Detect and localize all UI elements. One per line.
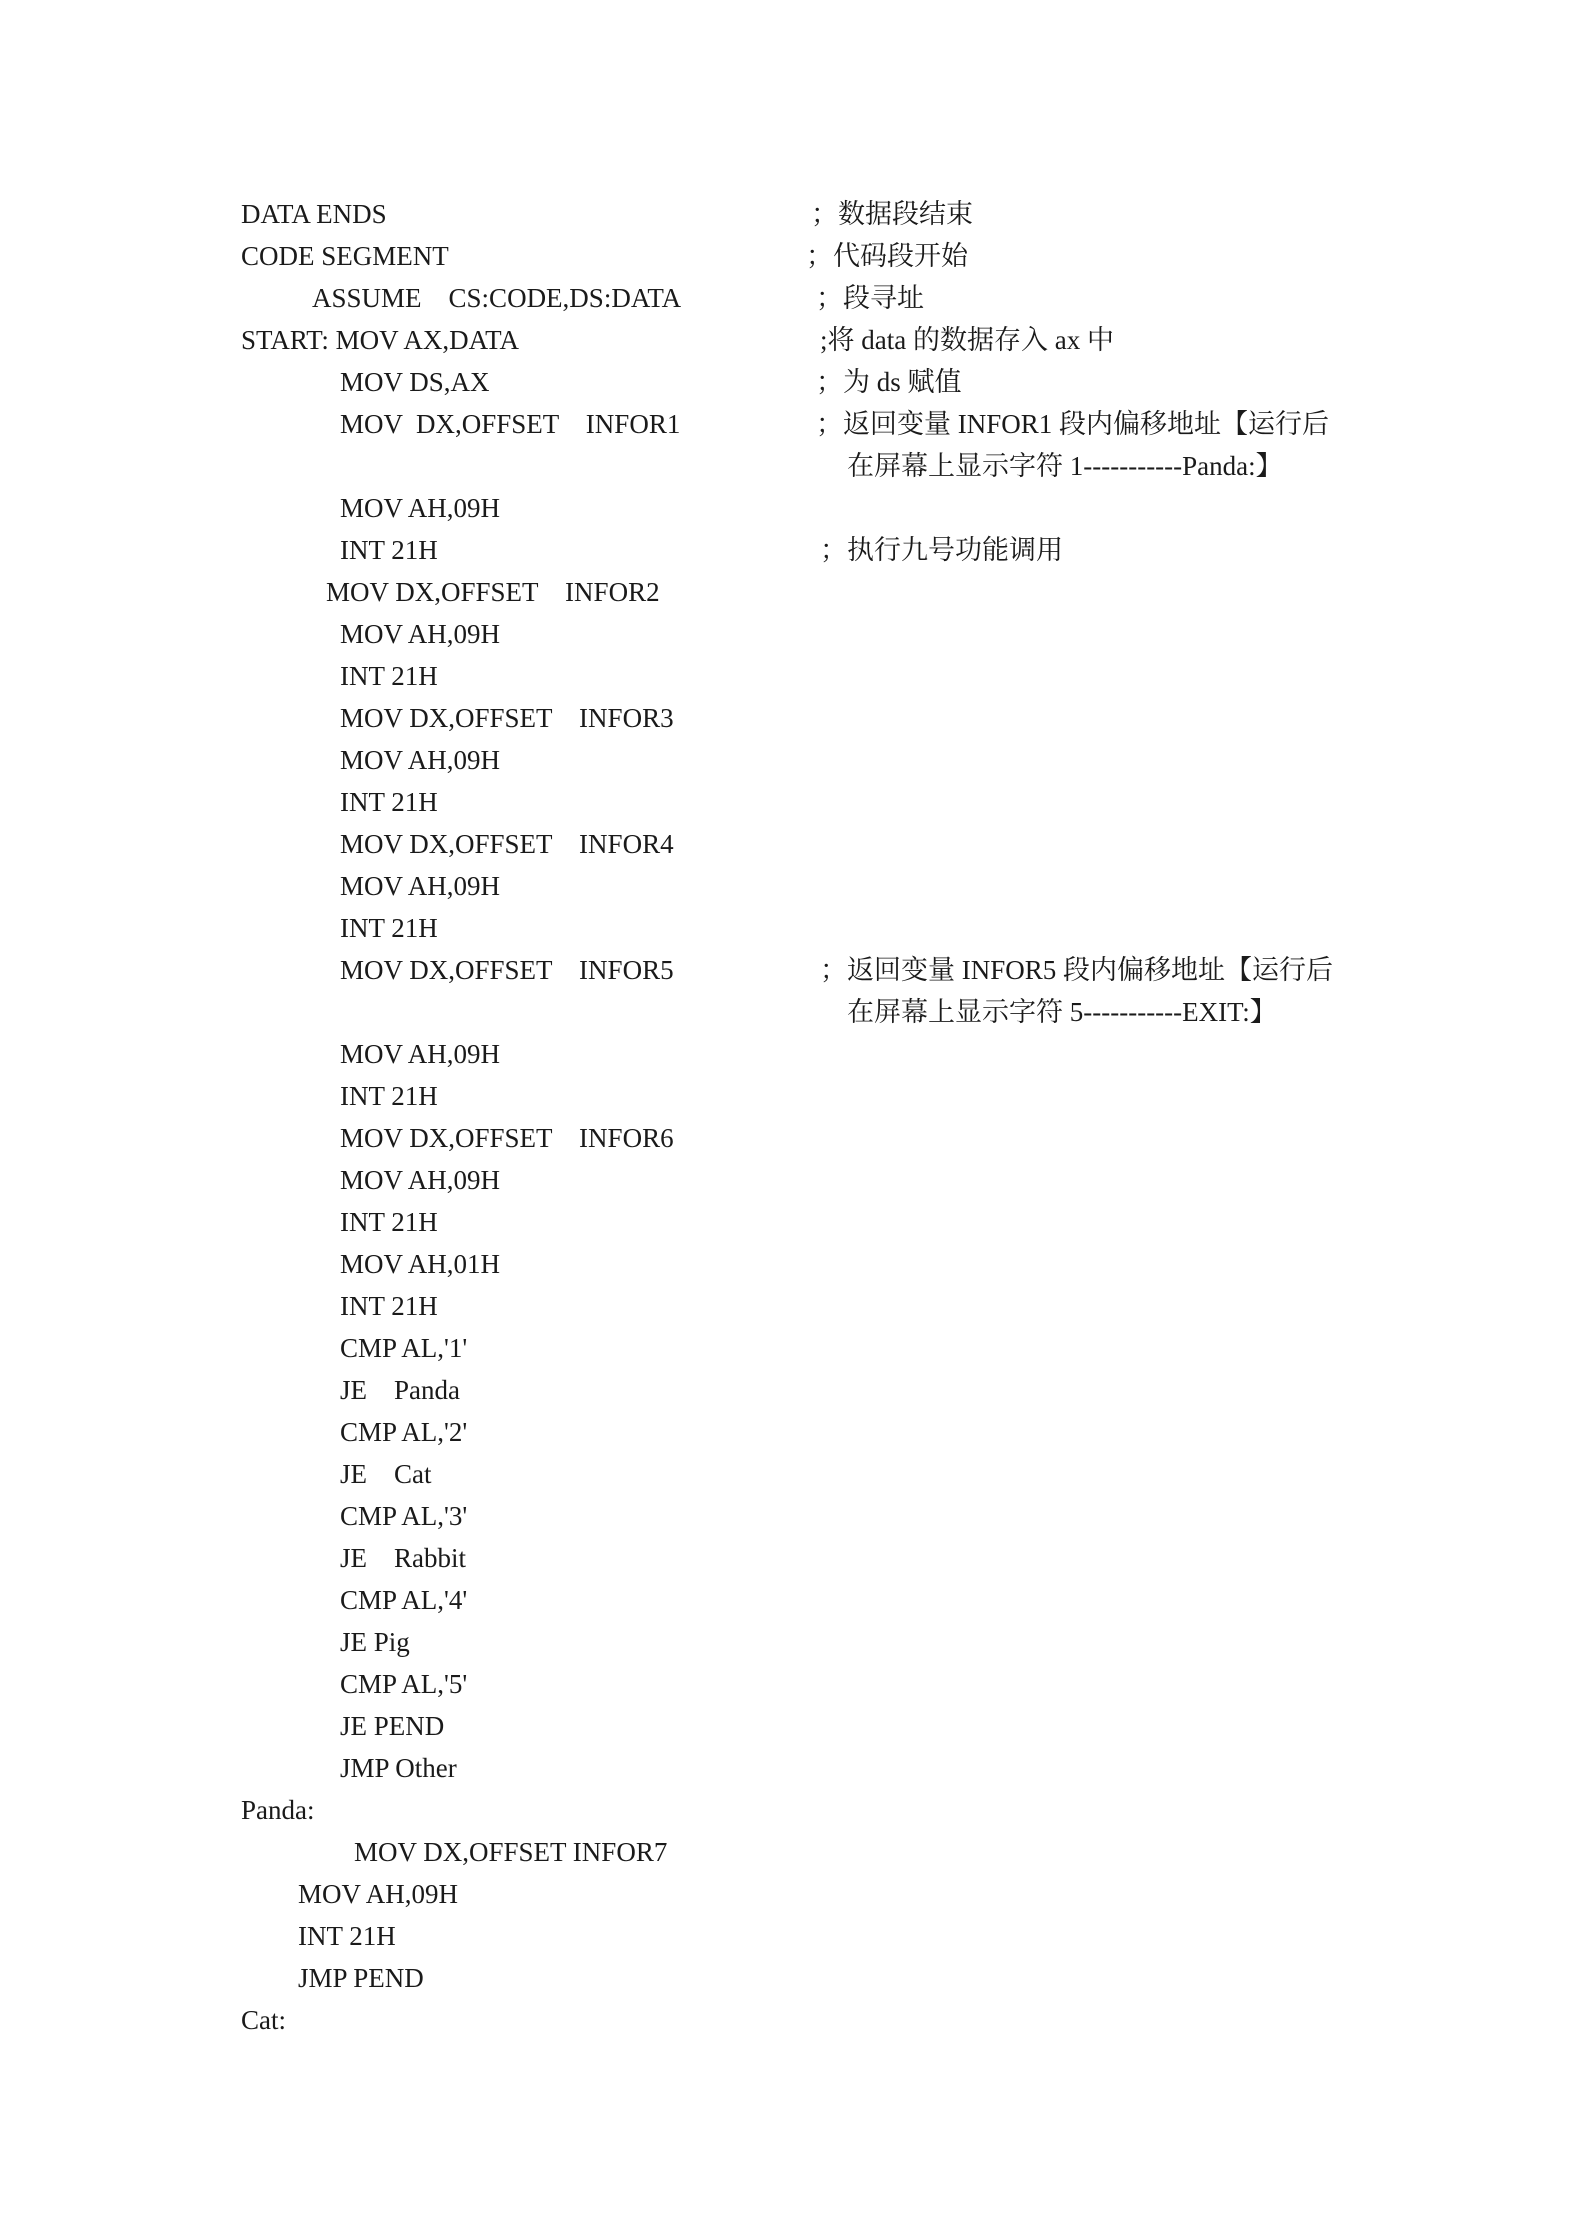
- code-line: MOV DX,OFFSET INFOR3: [340, 703, 674, 733]
- code-line: START: MOV AX,DATA: [241, 325, 519, 355]
- code-line: MOV AH,09H: [340, 1039, 501, 1069]
- comment-line: ；数据段结束: [811, 199, 973, 229]
- code-line: MOV DX,OFFSET INFOR2: [326, 577, 660, 607]
- code-line: JE Pig: [340, 1627, 410, 1657]
- comment-line: ;将 data 的数据存入 ax 中: [820, 325, 1114, 355]
- code-line: INT 21H: [340, 913, 438, 943]
- code-line: CMP AL,'3': [340, 1501, 468, 1531]
- code-line: JE Cat: [340, 1459, 432, 1489]
- code-line: MOV DX,OFFSET INFOR7: [354, 1837, 668, 1867]
- code-line: Panda:: [241, 1795, 315, 1825]
- comment-line: ；执行九号功能调用: [820, 535, 1063, 565]
- code-line: MOV AH,09H: [340, 871, 501, 901]
- comment-line: ；返回变量 INFOR5 段内偏移地址【运行后: [820, 955, 1334, 985]
- code-line: INT 21H: [340, 1207, 438, 1237]
- comment-line: ；为 ds 赋值: [816, 367, 962, 397]
- comment-line: 在屏幕上显示字符 1-----------Panda:】: [847, 451, 1283, 481]
- code-line: JE PEND: [340, 1711, 445, 1741]
- code-line: MOV AH,09H: [340, 619, 501, 649]
- code-line: CMP AL,'4': [340, 1585, 468, 1615]
- code-line: MOV DS,AX: [340, 367, 490, 397]
- comment-line: ；段寻址: [816, 283, 924, 313]
- code-line: MOV AH,09H: [298, 1879, 459, 1909]
- code-line: DATA ENDS: [241, 199, 387, 229]
- code-line: MOV AH,01H: [340, 1249, 501, 1279]
- code-line: MOV AH,09H: [340, 1165, 501, 1195]
- code-line: Cat:: [241, 2005, 286, 2035]
- code-line: INT 21H: [298, 1921, 396, 1951]
- code-line: JMP Other: [340, 1753, 457, 1783]
- code-line: MOV AH,09H: [340, 745, 501, 775]
- code-line: CMP AL,'5': [340, 1669, 468, 1699]
- code-line: MOV AH,09H: [340, 493, 501, 523]
- comment-line: ；返回变量 INFOR1 段内偏移地址【运行后: [816, 409, 1330, 439]
- code-line: JE Panda: [340, 1375, 460, 1405]
- code-line: JE Rabbit: [340, 1543, 466, 1573]
- code-line: CMP AL,'2': [340, 1417, 468, 1447]
- code-line: INT 21H: [340, 535, 438, 565]
- code-line: INT 21H: [340, 661, 438, 691]
- comment-line: 在屏幕上显示字符 5-----------EXIT:】: [847, 997, 1277, 1027]
- code-line: INT 21H: [340, 1291, 438, 1321]
- code-line: MOV DX,OFFSET INFOR6: [340, 1123, 674, 1153]
- comment-line: ；代码段开始: [806, 241, 968, 271]
- code-line: INT 21H: [340, 787, 438, 817]
- code-line: MOV DX,OFFSET INFOR1: [340, 409, 681, 439]
- code-line: MOV DX,OFFSET INFOR4: [340, 829, 674, 859]
- code-line: JMP PEND: [298, 1963, 424, 1993]
- code-line: INT 21H: [340, 1081, 438, 1111]
- code-line: CODE SEGMENT: [241, 241, 449, 271]
- code-line: MOV DX,OFFSET INFOR5: [340, 955, 674, 985]
- code-line: CMP AL,'1': [340, 1333, 468, 1363]
- code-line: ASSUME CS:CODE,DS:DATA: [312, 283, 682, 313]
